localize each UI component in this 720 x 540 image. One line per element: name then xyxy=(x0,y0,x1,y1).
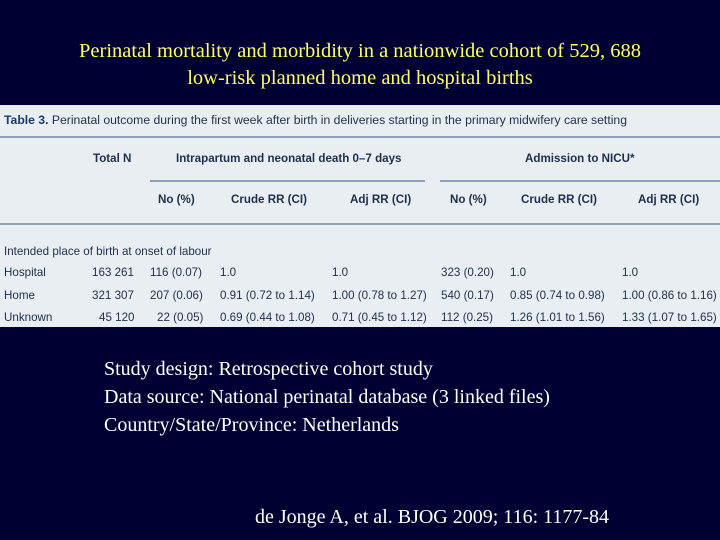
table-caption-text: Perinatal outcome during the first week after birth in deliveries starting in the primary midwifery care setting xyxy=(51,113,627,127)
citation: de Jonge A, et al. BJOG 2009; 116: 1177-84 xyxy=(255,506,610,528)
cell-death-crude: 0.91 (0.72 to 1.14) xyxy=(220,289,315,302)
subheader-death-crude: Crude RR (CI) xyxy=(231,193,307,206)
subheader-nicu-crude: Crude RR (CI) xyxy=(521,193,597,206)
cell-total-n: 321 307 xyxy=(92,289,134,302)
cell-nicu-no: 323 (0.20) xyxy=(441,266,494,279)
cell-death-crude: 0.69 (0.44 to 1.08) xyxy=(220,311,315,324)
cell-total-n: 163 261 xyxy=(92,266,134,279)
table-caption xyxy=(4,113,627,127)
cell-nicu-no: 540 (0.17) xyxy=(441,289,494,302)
slide-title-line1: Perinatal mortality and morbidity in a nationwide cohort of 529, 688 xyxy=(79,40,641,62)
subheader-death-no: No (%) xyxy=(158,193,195,206)
group2-rule xyxy=(440,180,720,182)
cell-death-adj: 1.0 xyxy=(332,266,349,279)
row-label: Home xyxy=(4,289,35,302)
cell-death-adj: 0.71 (0.45 to 1.12) xyxy=(332,311,427,324)
slide-title xyxy=(0,38,720,92)
row-label: Hospital xyxy=(4,266,46,279)
section-label: Intended place of birth at onset of labour xyxy=(4,245,212,258)
cell-nicu-no: 112 (0.25) xyxy=(441,311,493,324)
header-nicu-group: Admission to NICU* xyxy=(525,152,635,165)
study-info xyxy=(104,355,550,439)
data-source: Data source: National perinatal database (3 linked files) xyxy=(104,386,550,408)
group1-rule xyxy=(150,180,425,182)
header-death-group: Intrapartum and neonatal death 0–7 days xyxy=(176,152,402,165)
cell-death-no: 22 (0.05) xyxy=(157,311,204,324)
cell-death-crude: 1.0 xyxy=(220,266,237,279)
cell-nicu-adj: 1.0 xyxy=(622,266,639,279)
cell-nicu-adj: 1.00 (0.86 to 1.16) xyxy=(622,289,717,302)
subheader-death-adj: Adj RR (CI) xyxy=(350,193,412,206)
cell-nicu-crude: 0.85 (0.74 to 0.98) xyxy=(510,289,605,302)
subheader-nicu-adj: Adj RR (CI) xyxy=(638,193,700,206)
row-label: Unknown xyxy=(4,311,53,324)
cell-death-adj: 1.00 (0.78 to 1.27) xyxy=(332,289,427,302)
study-design: Study design: Retrospective cohort study xyxy=(104,358,433,380)
country: Country/State/Province: Netherlands xyxy=(104,414,399,436)
cell-nicu-crude: 1.26 (1.01 to 1.56) xyxy=(510,311,605,324)
cell-total-n: 45 120 xyxy=(99,311,135,324)
cell-death-no: 116 (0.07) xyxy=(150,266,202,279)
subheader-nicu-no: No (%) xyxy=(450,193,487,206)
table-figure xyxy=(0,105,720,327)
header-total-n: Total N xyxy=(93,152,132,165)
table-label: Table 3. xyxy=(4,113,49,127)
cell-nicu-crude: 1.0 xyxy=(510,266,527,279)
cell-nicu-adj: 1.33 (1.07 to 1.65) xyxy=(622,311,717,324)
slide-title-line2: low-risk planned home and hospital births xyxy=(187,67,533,89)
header-rule xyxy=(0,223,720,225)
cell-death-no: 207 (0.06) xyxy=(150,289,203,302)
table-rule-top xyxy=(0,136,720,138)
